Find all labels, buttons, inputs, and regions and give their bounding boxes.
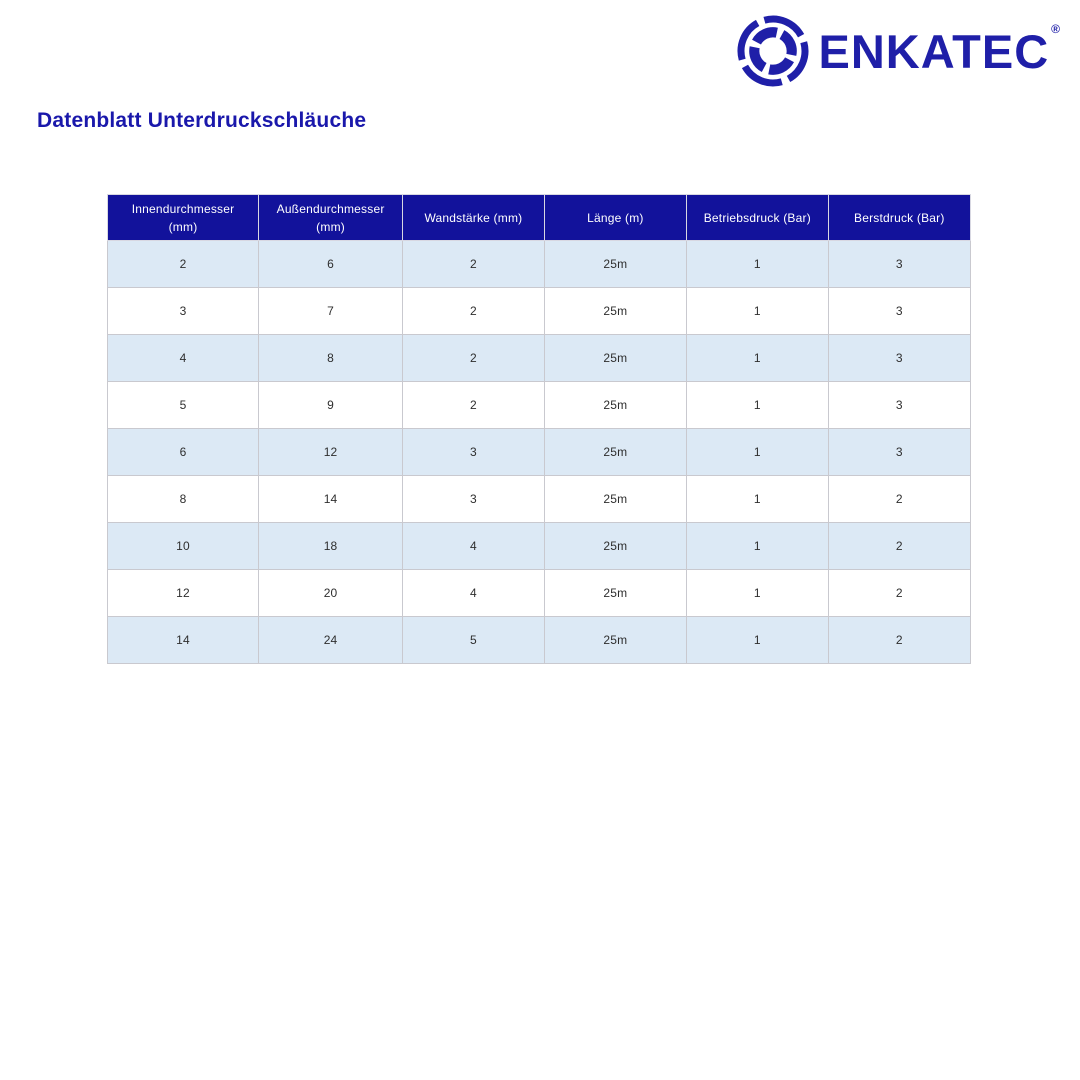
table-cell: 1 bbox=[687, 288, 829, 335]
table-cell: 2 bbox=[403, 382, 545, 429]
table-cell: 18 bbox=[259, 523, 403, 570]
table-cell: 2 bbox=[828, 617, 970, 664]
column-header: Innendurchmesser (mm) bbox=[108, 195, 259, 241]
table-cell: 2 bbox=[108, 241, 259, 288]
table-row bbox=[108, 335, 971, 382]
table-cell: 3 bbox=[828, 382, 970, 429]
table-cell: 1 bbox=[687, 382, 829, 429]
table-cell: 2 bbox=[828, 523, 970, 570]
table-row bbox=[108, 429, 971, 476]
table-cell: 3 bbox=[828, 429, 970, 476]
table-cell: 25m bbox=[544, 288, 686, 335]
table-row bbox=[108, 476, 971, 523]
table-cell: 2 bbox=[403, 288, 545, 335]
table-cell: 8 bbox=[259, 335, 403, 382]
table-cell: 25m bbox=[544, 429, 686, 476]
table-cell: 25m bbox=[544, 570, 686, 617]
page-title: Datenblatt Unterdruckschläuche bbox=[37, 109, 367, 132]
table-cell: 3 bbox=[403, 476, 545, 523]
table-cell: 24 bbox=[259, 617, 403, 664]
brand-name: ENKATEC bbox=[818, 24, 1050, 78]
table-cell: 1 bbox=[687, 335, 829, 382]
table-row bbox=[108, 241, 971, 288]
table-cell: 25m bbox=[544, 335, 686, 382]
table-cell: 14 bbox=[108, 617, 259, 664]
table-cell: 1 bbox=[687, 523, 829, 570]
table-cell: 1 bbox=[687, 476, 829, 523]
column-header: Wandstärke (mm) bbox=[403, 195, 545, 241]
registered-trademark-symbol: ® bbox=[1051, 22, 1060, 36]
table-cell: 3 bbox=[828, 288, 970, 335]
segmented-rings-icon bbox=[734, 12, 812, 90]
table-cell: 3 bbox=[828, 335, 970, 382]
column-header: Länge (m) bbox=[544, 195, 686, 241]
spec-table-container bbox=[107, 194, 971, 664]
table-cell: 25m bbox=[544, 476, 686, 523]
table-cell: 1 bbox=[687, 429, 829, 476]
table-cell: 2 bbox=[403, 241, 545, 288]
table-row bbox=[108, 617, 971, 664]
table-cell: 5 bbox=[403, 617, 545, 664]
table-row bbox=[108, 570, 971, 617]
table-cell: 10 bbox=[108, 523, 259, 570]
table-cell: 25m bbox=[544, 523, 686, 570]
table-cell: 1 bbox=[687, 570, 829, 617]
table-cell: 4 bbox=[403, 523, 545, 570]
table-body bbox=[108, 241, 971, 664]
table-cell: 3 bbox=[828, 241, 970, 288]
table-cell: 1 bbox=[687, 241, 829, 288]
table-cell: 25m bbox=[544, 617, 686, 664]
table-cell: 3 bbox=[108, 288, 259, 335]
column-header: Betriebsdruck (Bar) bbox=[687, 195, 829, 241]
table-cell: 3 bbox=[403, 429, 545, 476]
table-row bbox=[108, 288, 971, 335]
table-cell: 4 bbox=[108, 335, 259, 382]
table-cell: 9 bbox=[259, 382, 403, 429]
column-header: Berstdruck (Bar) bbox=[828, 195, 970, 241]
table-cell: 14 bbox=[259, 476, 403, 523]
table-cell: 20 bbox=[259, 570, 403, 617]
spec-table bbox=[107, 194, 971, 664]
table-row bbox=[108, 382, 971, 429]
table-cell: 12 bbox=[259, 429, 403, 476]
table-cell: 4 bbox=[403, 570, 545, 617]
table-row bbox=[108, 523, 971, 570]
column-header: Außendurchmesser (mm) bbox=[259, 195, 403, 241]
table-cell: 6 bbox=[259, 241, 403, 288]
table-cell: 25m bbox=[544, 241, 686, 288]
table-cell: 25m bbox=[544, 382, 686, 429]
table-cell: 2 bbox=[403, 335, 545, 382]
brand-logo bbox=[734, 12, 1060, 90]
table-cell: 8 bbox=[108, 476, 259, 523]
table-cell: 2 bbox=[828, 570, 970, 617]
table-cell: 1 bbox=[687, 617, 829, 664]
table-cell: 5 bbox=[108, 382, 259, 429]
table-cell: 12 bbox=[108, 570, 259, 617]
table-cell: 2 bbox=[828, 476, 970, 523]
table-cell: 6 bbox=[108, 429, 259, 476]
table-header-row bbox=[108, 195, 971, 241]
table-cell: 7 bbox=[259, 288, 403, 335]
